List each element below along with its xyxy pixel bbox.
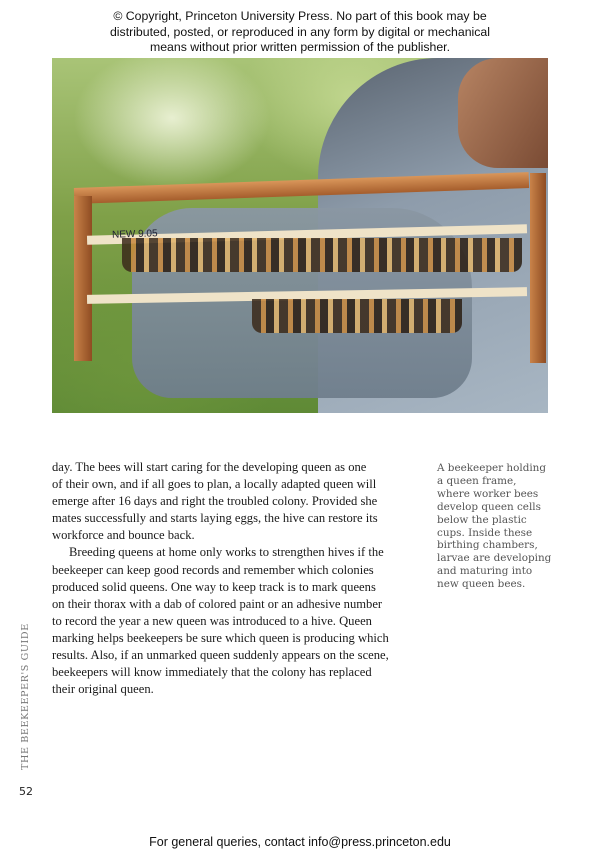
frame-side bbox=[530, 173, 546, 363]
beekeeper-queen-frame-photo bbox=[52, 58, 548, 413]
caption-line: new queen bees. bbox=[437, 578, 526, 591]
body-line: on their thorax with a dab of colored paint or an adhesive number bbox=[52, 596, 383, 611]
caption-line: birthing chambers, bbox=[437, 539, 538, 552]
caption-line: cups. Inside these bbox=[437, 526, 533, 539]
body-line: beekeepers will know immediately that the colony has replaced bbox=[52, 665, 372, 680]
copyright-line: distributed, posted, or reproduced in any form by digital or mechanical bbox=[109, 24, 491, 39]
page-number: 52 bbox=[19, 785, 33, 798]
body-line: emerge after 16 days and right the troubled colony. Provided she bbox=[52, 494, 378, 509]
body-line: marking helps beekeepers be sure which queen is producing which bbox=[52, 630, 389, 645]
body-line: to record the year a new queen was introduced to a hive. Queen bbox=[52, 613, 372, 628]
queen-cells-row bbox=[252, 299, 462, 333]
copyright-notice bbox=[0, 9, 600, 56]
frame-side bbox=[74, 196, 92, 361]
body-line: Breeding queens at home only works to strengthen hives if the bbox=[69, 545, 384, 560]
caption-line: a queen frame, bbox=[437, 474, 517, 487]
body-line: beekeeper can keep good records and remember which colonies bbox=[52, 562, 374, 577]
body-text bbox=[52, 459, 422, 698]
body-line: workforce and bounce back. bbox=[52, 528, 195, 543]
caption-line: A beekeeper holding bbox=[437, 462, 547, 474]
caption-line: below the plastic bbox=[437, 513, 527, 526]
copyright-line: © Copyright, Princeton University Press. No part of this book may be bbox=[113, 9, 487, 23]
beekeeper-face bbox=[458, 58, 548, 168]
frame-label: NEW 9.05 bbox=[111, 228, 158, 241]
footer-contact: For general queries, contact info@press.princeton.edu bbox=[149, 835, 451, 849]
copyright-line: means without prior written permission of the publisher. bbox=[149, 40, 451, 54]
caption-line: and maturing into bbox=[437, 565, 533, 578]
body-line: their original queen. bbox=[52, 682, 154, 697]
queen-cells-row bbox=[122, 238, 522, 272]
body-line: of their own, and if all goes to plan, a locally adapted queen will bbox=[52, 477, 377, 492]
caption-line: where worker bees bbox=[437, 487, 539, 500]
running-head: THE BEEKEEPER'S GUIDE bbox=[20, 623, 31, 770]
photo-caption bbox=[437, 462, 567, 591]
caption-line: larvae are developing bbox=[437, 552, 552, 565]
body-line: day. The bees will start caring for the developing queen as one bbox=[52, 460, 367, 474]
caption-line: develop queen cells bbox=[437, 500, 541, 513]
body-line: mates successfully and starts laying eggs, the hive can restore its bbox=[52, 511, 378, 526]
body-line: produced solid queens. One way to keep track is to mark queens bbox=[52, 579, 376, 594]
body-line: results. Also, if an unmarked queen suddenly appears on the scene, bbox=[52, 648, 389, 663]
